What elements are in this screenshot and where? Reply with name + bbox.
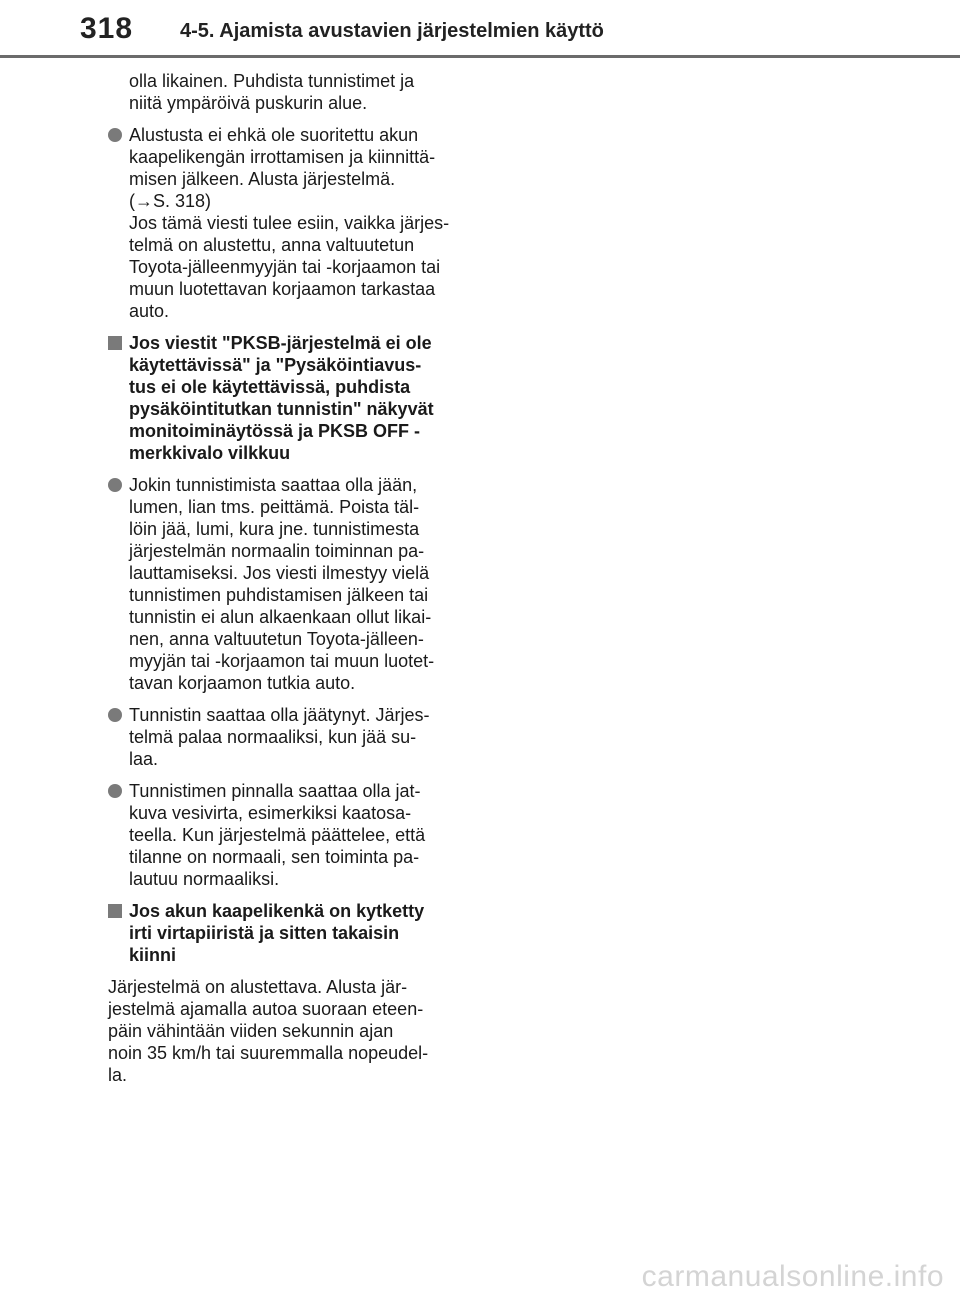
section-title: 4-5. Ajamista avustavien järjestelmien käyttö xyxy=(180,20,604,42)
square-heading-icon xyxy=(108,904,122,918)
page-header xyxy=(0,0,960,58)
circle-bullet-icon xyxy=(108,128,122,142)
subsection-heading: Jos akun kaapelikenkä on kytketty irti virtapiiristä ja sitten takaisin kiinni xyxy=(108,900,470,966)
page-number: 318 xyxy=(80,12,134,45)
subsection-heading: Jos viestit "PKSB-järjestelmä ei ole käytettävissä" ja "Pysäköintiavus- tus ei ole käytettävissä, puhdista pysäköintitutkan tunnistin" näkyvät monitoiminäytössä ja PKSB OFF - merkkivalo vilkkuu xyxy=(108,332,470,464)
circle-bullet-icon xyxy=(108,478,122,492)
bullet-item: Tunnistin saattaa olla jäätynyt. Järjes- telmä palaa normaaliksi, kun jää su- laa. xyxy=(108,704,470,770)
circle-bullet-icon xyxy=(108,784,122,798)
bullet-item: Tunnistimen pinnalla saattaa olla jat- kuva vesivirta, esimerkiksi kaatosa- teella. Kun järjestelmä päättelee, että tilanne on normaali, sen toiminta pa- lautuu normaaliksi. xyxy=(108,780,470,890)
page-content xyxy=(108,70,470,1086)
circle-bullet-icon xyxy=(108,708,122,722)
body-paragraph: Järjestelmä on alustettava. Alusta jär- jestelmä ajamalla autoa suoraan eteen- päin vähintään viiden sekunnin ajan noin 35 km/h tai suuremmalla nopeudel- la. xyxy=(108,977,429,1085)
page-reference: (→S. 318) xyxy=(129,191,212,211)
bullet-item: Alustusta ei ehkä ole suoritettu akun kaapelikengän irrottamisen ja kiinnittä- misen jälkeen. Alusta järjestelmä. (→S. 318) Jos tämä viesti tulee esiin, vaikka järjes- telmä on alustettu, anna valtuutetun Toyota-jälleenmyyjän tai -korjaamon tai muun luotettavan korjaamon tarkastaa auto. xyxy=(108,124,470,322)
watermark-text: carmanualsonline.info xyxy=(641,1260,944,1293)
square-heading-icon xyxy=(108,336,122,350)
header-divider xyxy=(0,55,960,58)
continued-paragraph: olla likainen. Puhdista tunnistimet ja niitä ympäröivä puskurin alue. xyxy=(129,71,415,113)
bullet-item: Jokin tunnistimista saattaa olla jään, lumen, lian tms. peittämä. Poista täl- löin jää, lumi, kura jne. tunnistimesta järjestelmän normaalin toiminnan pa- lauttamiseksi. Jos viesti ilmestyy vielä tunnistimen puhdistamisen jälkeen tai tunnistin ei alun alkaenkaan ollut likai- nen, anna valtuutetun Toyota-jälleen- myyjän tai -korjaamon tai muun luotet- tavan korjaamon tutkia auto. xyxy=(108,474,470,694)
